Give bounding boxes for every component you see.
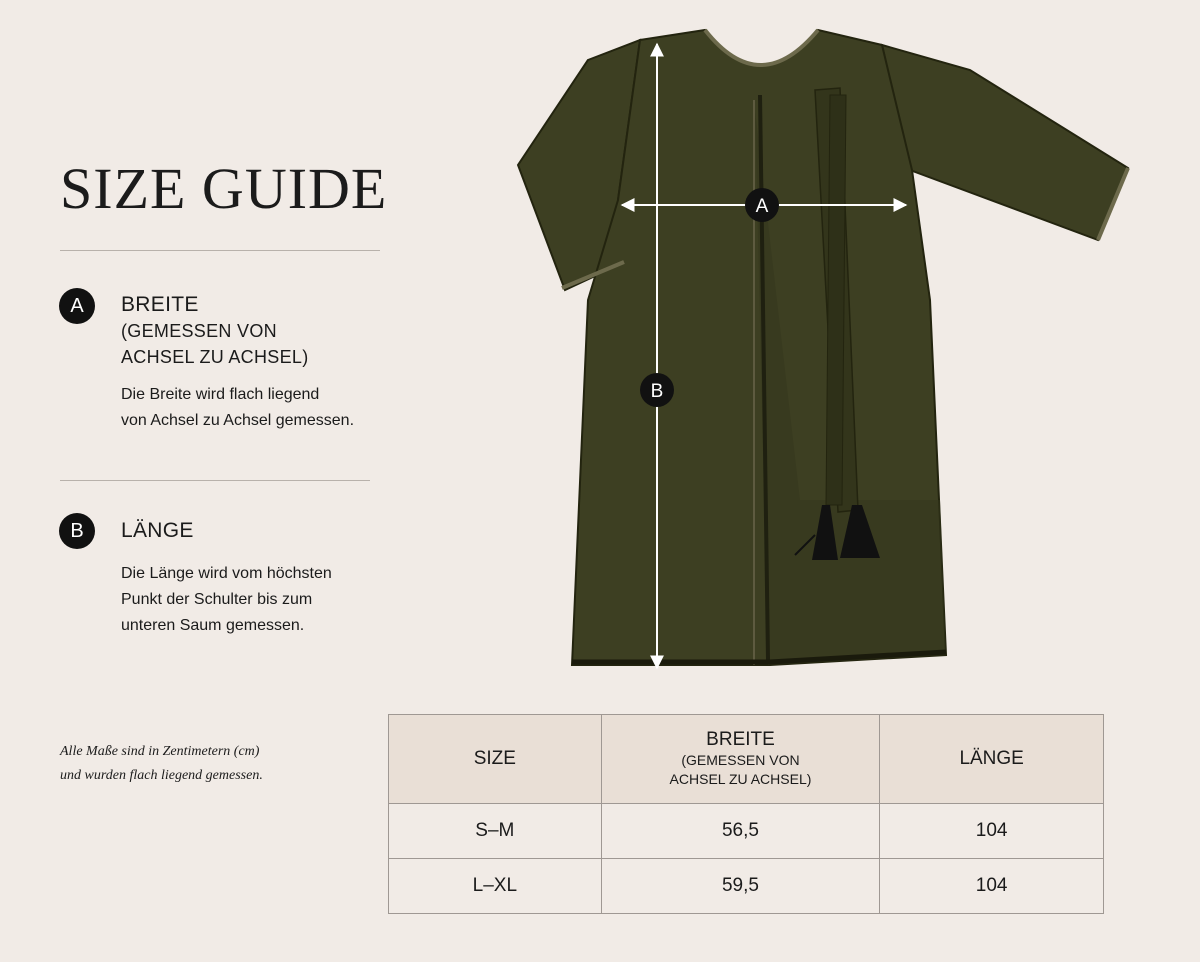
- table-row: [389, 804, 1104, 859]
- garment-diagram: [500, 0, 1160, 700]
- header-breite: [601, 715, 880, 804]
- marker-b-label: B: [650, 381, 664, 402]
- section-a-heading: [121, 292, 308, 370]
- section-b-body-line: Punkt der Schulter bis zum: [121, 591, 313, 608]
- header-breite-sub-2: ACHSEL ZU ACHSEL): [669, 771, 812, 787]
- section-b-body-line: Die Länge wird vom höchsten: [121, 565, 332, 582]
- right-sleeve: [882, 45, 1128, 240]
- cell-size: L–XL: [389, 859, 602, 914]
- note-line: Alle Maße sind in Zentimetern (cm): [60, 744, 260, 759]
- section-a-subtitle-2: ACHSEL ZU ACHSEL): [121, 347, 309, 367]
- header-laenge: LÄNGE: [880, 715, 1104, 804]
- section-b-body-line: unteren Saum gemessen.: [121, 617, 305, 634]
- section-a-title: BREITE: [121, 293, 199, 316]
- section-a-subtitle-1: (GEMESSEN VON: [121, 321, 277, 341]
- cell-size: S–M: [389, 804, 602, 859]
- size-table: [388, 714, 1104, 914]
- page-title: SIZE GUIDE: [60, 156, 388, 221]
- header-breite-sub-1: (GEMESSEN VON: [681, 752, 800, 768]
- badge-b: B: [59, 513, 95, 549]
- section-a-body-line: Die Breite wird flach liegend: [121, 386, 320, 403]
- section-a-body: [121, 382, 401, 434]
- measurement-note: [60, 740, 360, 788]
- section-b-body: [121, 561, 401, 639]
- section-a-body-line: von Achsel zu Achsel gemessen.: [121, 412, 355, 429]
- badge-a: A: [59, 288, 95, 324]
- divider: [60, 480, 370, 481]
- note-line: und wurden flach liegend gemessen.: [60, 768, 263, 783]
- section-b-title: LÄNGE: [121, 519, 194, 542]
- section-b-heading: [121, 518, 194, 544]
- marker-a-label: A: [755, 196, 769, 217]
- cell-breite: 56,5: [601, 804, 880, 859]
- cell-breite: 59,5: [601, 859, 880, 914]
- table-row: [389, 859, 1104, 914]
- cell-laenge: 104: [880, 859, 1104, 914]
- table-header-row: [389, 715, 1104, 804]
- cell-laenge: 104: [880, 804, 1104, 859]
- header-breite-label: BREITE: [706, 729, 775, 750]
- belt-sash: [826, 95, 846, 505]
- header-size: SIZE: [389, 715, 602, 804]
- divider: [60, 250, 380, 251]
